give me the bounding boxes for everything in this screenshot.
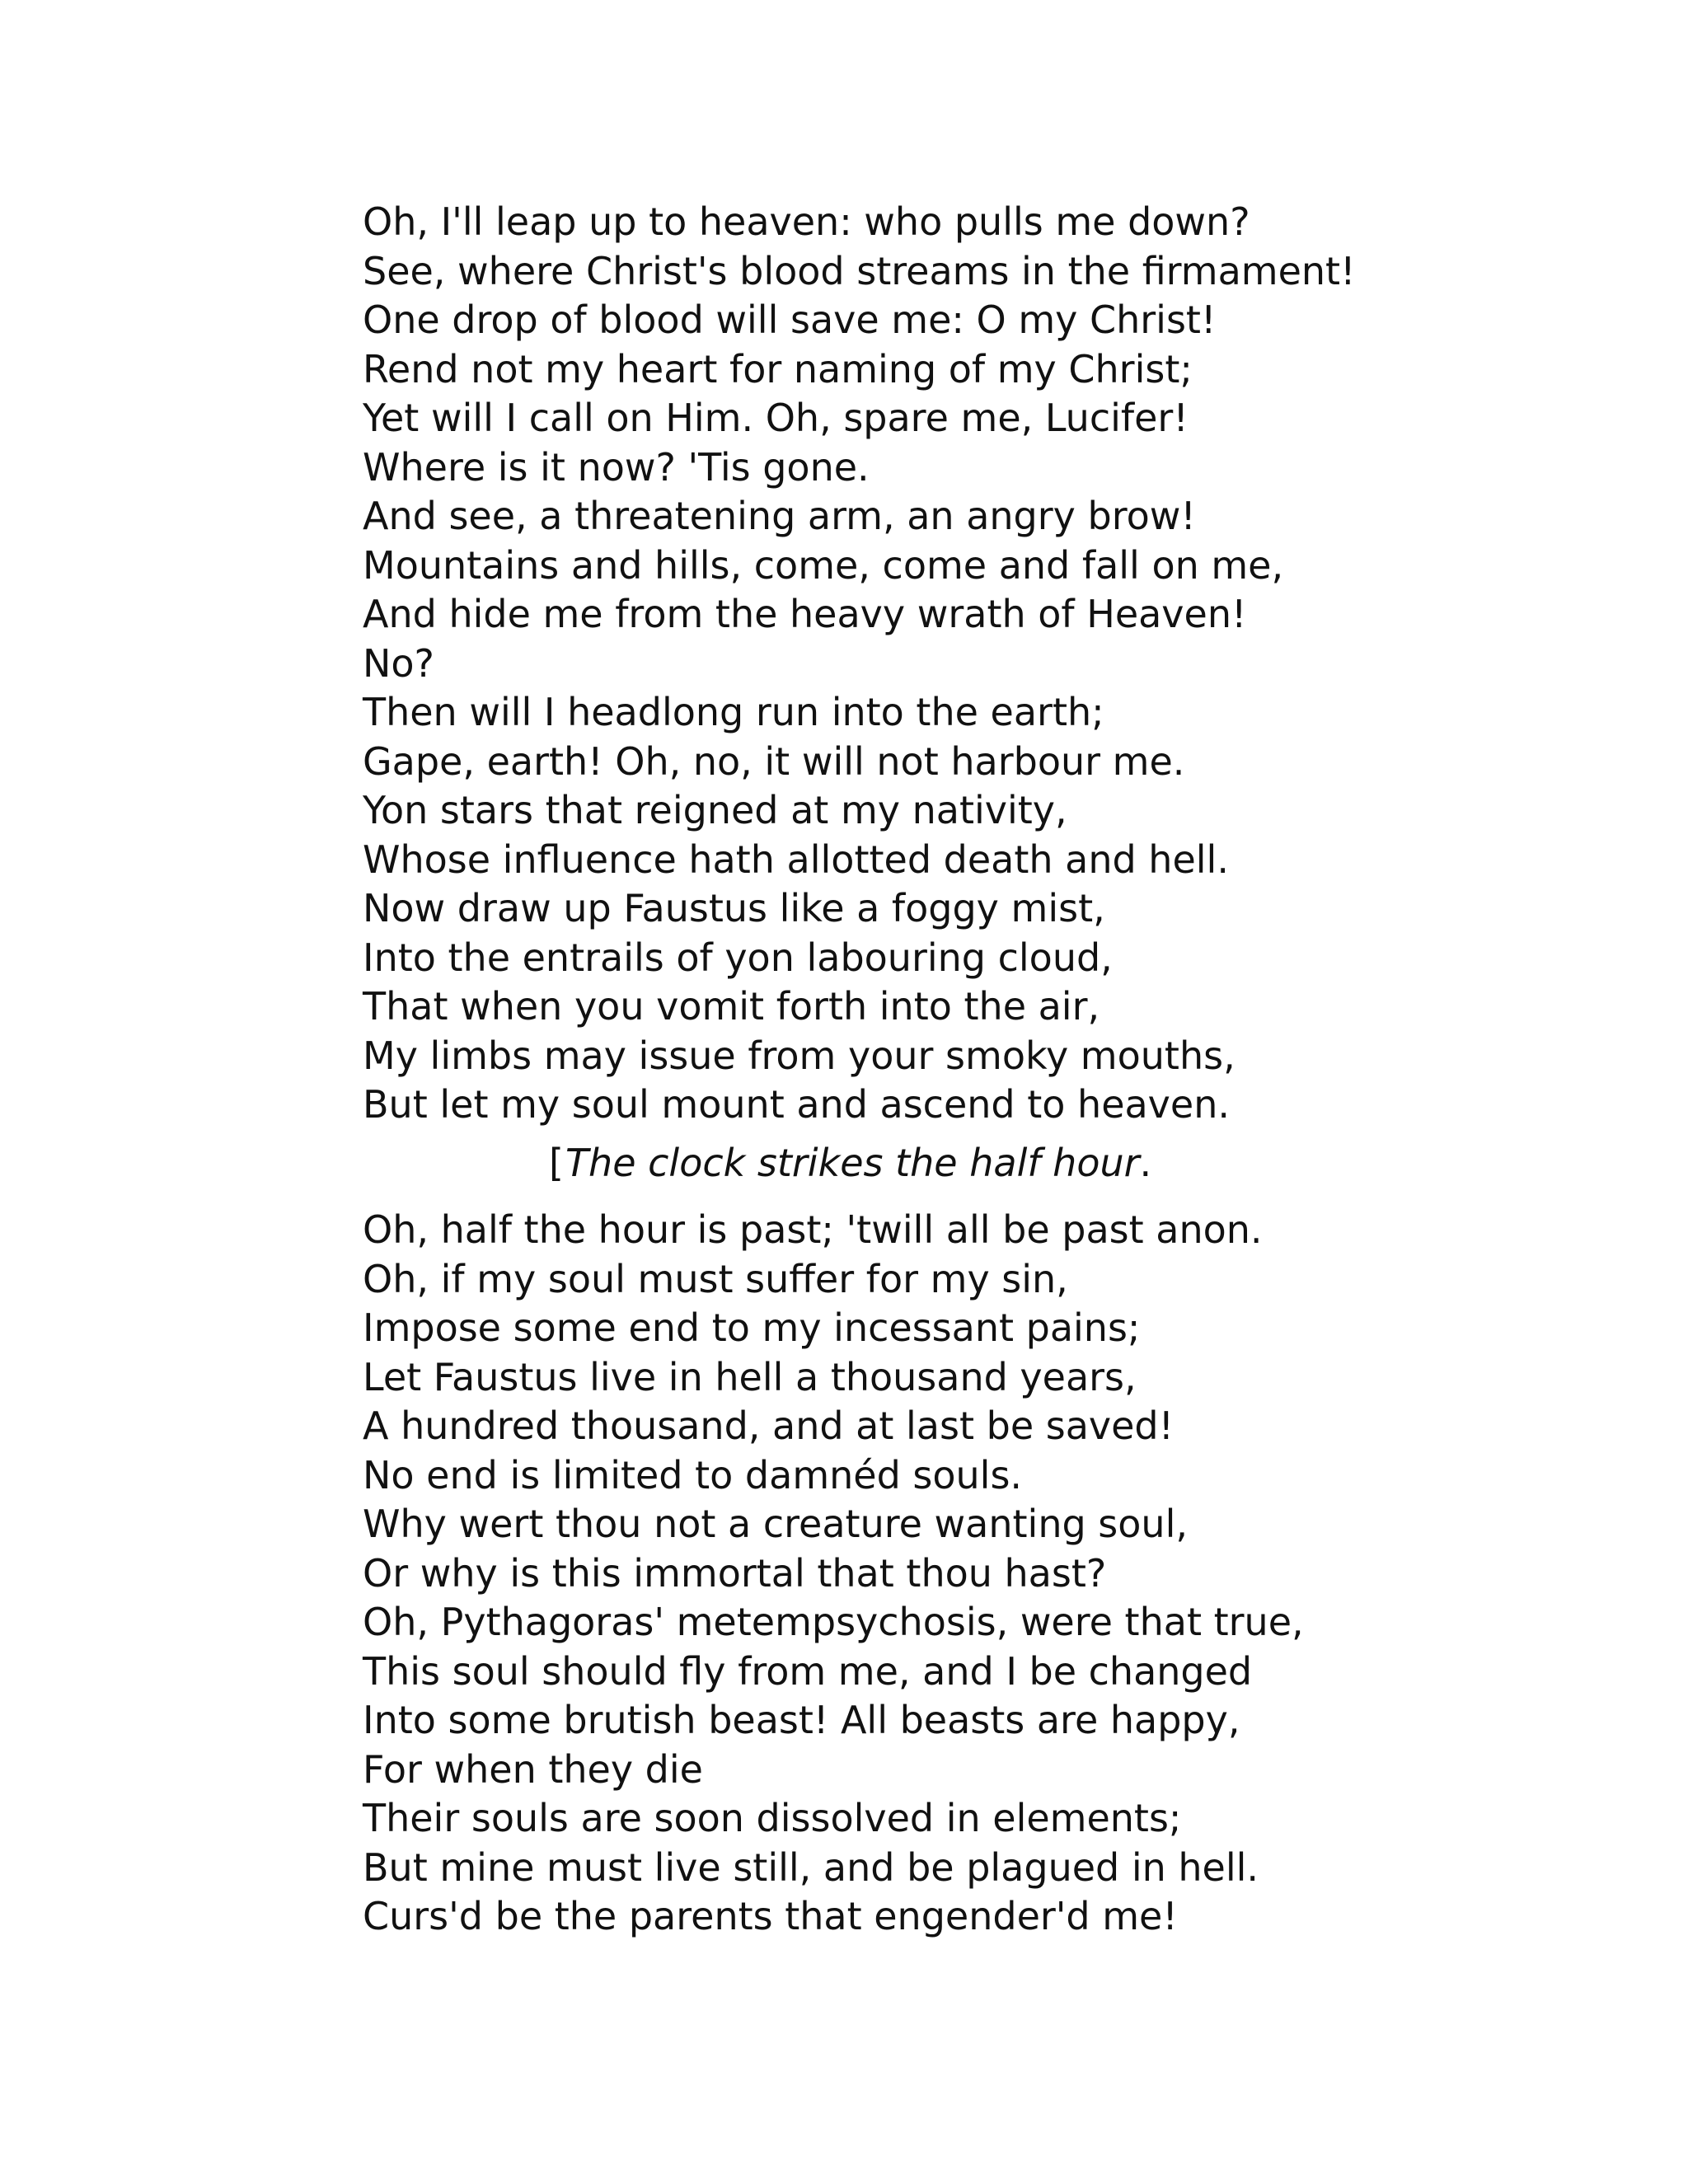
verse-line: Yet will I call on Him. Oh, spare me, Lucifer! bbox=[363, 396, 1189, 440]
verse-line: Let Faustus live in hell a thousand years, bbox=[363, 1354, 1137, 1399]
verse-line: One drop of blood will save me: O my Christ! bbox=[363, 298, 1217, 342]
verse-line: Into the entrails of yon labouring cloud, bbox=[363, 935, 1113, 980]
verse-line: Yon stars that reigned at my nativity, bbox=[363, 788, 1067, 832]
stage-direction-text: The clock strikes the half hour bbox=[565, 1141, 1140, 1185]
verse-line: Impose some end to my incessant pains; bbox=[363, 1305, 1141, 1350]
verse-line: Rend not my heart for naming of my Christ; bbox=[363, 346, 1193, 391]
stage-direction-bracket: [ bbox=[549, 1141, 564, 1185]
verse-line: No end is limited to damnéd souls. bbox=[363, 1452, 1023, 1497]
stage-direction-end: . bbox=[1139, 1141, 1152, 1185]
verse-line: For when they die bbox=[363, 1746, 703, 1792]
verse-line: Whose influence hath allotted death and hell. bbox=[363, 837, 1229, 882]
verse-line: But mine must live still, and be plagued in hell. bbox=[363, 1844, 1259, 1890]
verse-line: Now draw up Faustus like a foggy mist, bbox=[363, 886, 1105, 930]
verse-line: Oh, half the hour is past; 'twill all be past anon. bbox=[363, 1207, 1263, 1252]
verse-line: Oh, Pythagoras' metempsychosis, were that true, bbox=[363, 1600, 1304, 1644]
verse-line: This soul should fly from me, and I be changed bbox=[363, 1648, 1253, 1694]
stage-direction bbox=[549, 1139, 1151, 1188]
verse-line: No? bbox=[363, 640, 434, 686]
verse-line: And hide me from the heavy wrath of Heaven! bbox=[363, 592, 1247, 636]
verse-line: Into some brutish beast! All beasts are happy, bbox=[363, 1698, 1240, 1742]
verse-line: Why wert thou not a creature wanting soul, bbox=[363, 1502, 1188, 1546]
verse-line: That when you vomit forth into the air, bbox=[363, 984, 1100, 1029]
verse-line: Gape, earth! Oh, no, it will not harbour me. bbox=[363, 738, 1185, 784]
verse-stanza-2 bbox=[363, 1206, 1304, 1942]
verse-line: Where is it now? 'Tis gone. bbox=[363, 444, 870, 490]
verse-line: My limbs may issue from your smoky mouths, bbox=[363, 1033, 1236, 1078]
verse-line: Their souls are soon dissolved in elements; bbox=[363, 1796, 1182, 1840]
verse-line: See, where Christ's blood streams in the firmament! bbox=[363, 248, 1356, 293]
verse-line: Oh, if my soul must suffer for my sin, bbox=[363, 1256, 1068, 1301]
verse-line: Oh, I'll leap up to heaven: who pulls me down? bbox=[363, 199, 1250, 244]
verse-line: But let my soul mount and ascend to heaven. bbox=[363, 1082, 1230, 1127]
verse-line: Or why is this immortal that thou hast? bbox=[363, 1550, 1107, 1596]
verse-stanza-1 bbox=[363, 198, 1356, 1130]
verse-line: And see, a threatening arm, an angry brow! bbox=[363, 494, 1196, 538]
verse-line: Mountains and hills, come, come and fall on me, bbox=[363, 542, 1284, 588]
verse-line: Curs'd be the parents that engender'd me! bbox=[363, 1894, 1178, 1938]
verse-line: Then will I headlong run into the earth; bbox=[363, 690, 1104, 734]
verse-line: A hundred thousand, and at last be saved! bbox=[363, 1404, 1175, 1448]
